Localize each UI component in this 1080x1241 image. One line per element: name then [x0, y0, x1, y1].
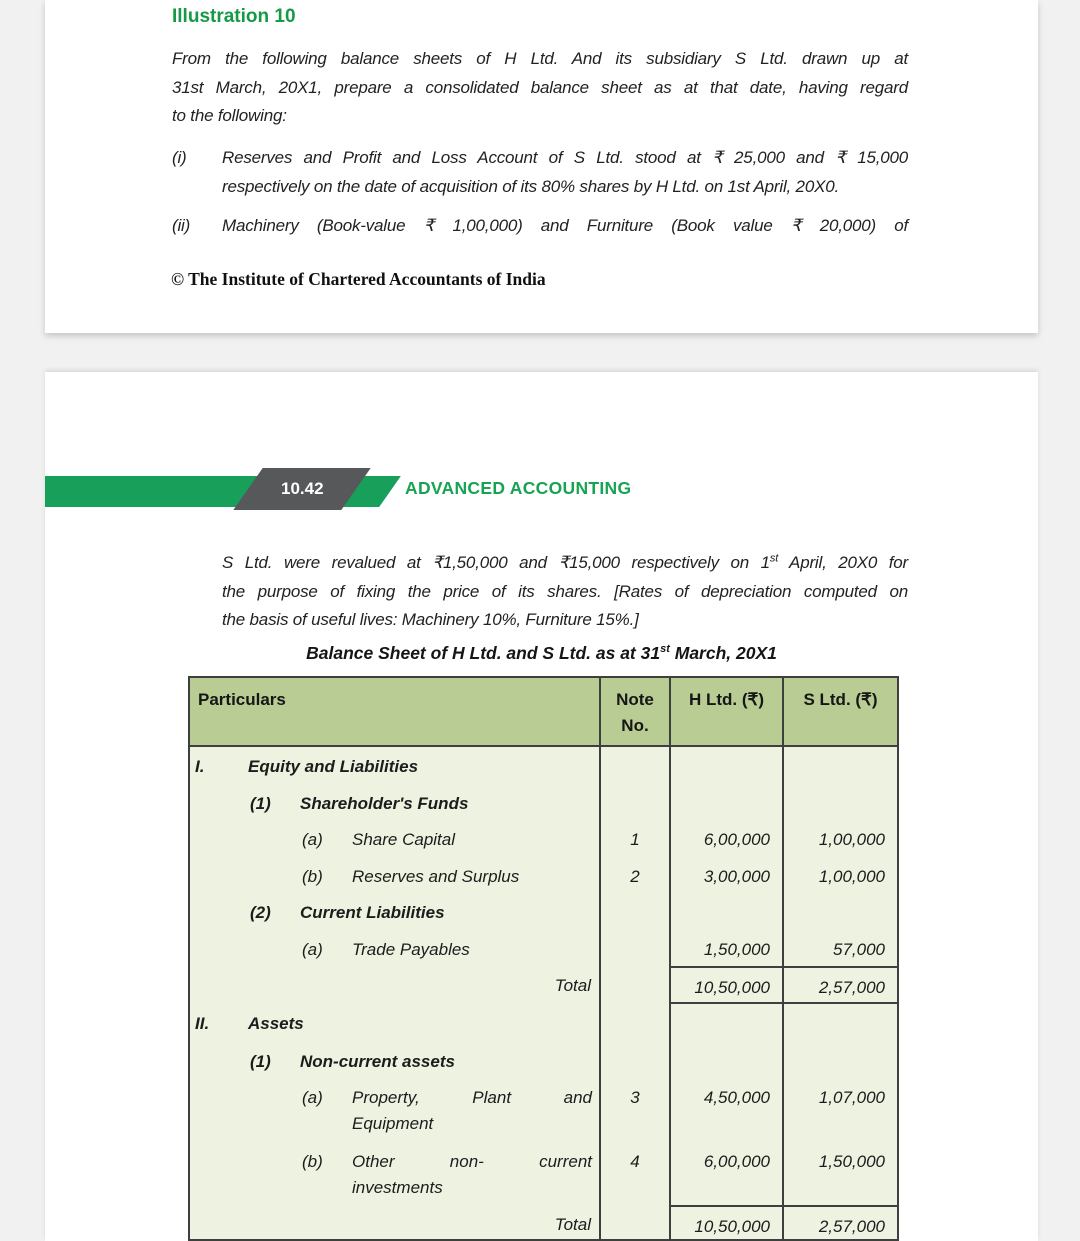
illustration-heading: Illustration 10 — [172, 6, 296, 27]
paragraph-line: 31st March, 20X1, prepare a consolidated balance sheet as at that date, having regard — [172, 77, 908, 97]
amount-cell-s: 1,00,000 — [782, 857, 897, 893]
row-marker: (a) — [302, 1088, 323, 1107]
particulars-cell — [190, 1004, 599, 1042]
note-cell — [599, 930, 669, 966]
amount-cell-s: 1,50,000 — [782, 1142, 897, 1205]
total-amount-cell-h: 10,50,000 — [669, 1205, 782, 1239]
note-cell — [599, 1042, 669, 1078]
row-label: Non-current assets — [300, 1052, 455, 1071]
list-item-i — [172, 144, 908, 196]
chapter-title: ADVANCED ACCOUNTING — [405, 478, 632, 498]
note-cell: 2 — [599, 857, 669, 893]
amount-cell-s: 1,07,000 — [782, 1078, 897, 1142]
continuation-paragraph — [222, 549, 908, 635]
row-label: Reserves and Surplus — [352, 867, 520, 886]
total-amount-cell-s: 2,57,000 — [782, 966, 897, 1004]
list-marker: (i) — [172, 148, 187, 167]
row-label: Share Capital — [352, 830, 456, 849]
amount-cell-h: 6,00,000 — [669, 820, 782, 857]
column-header-s-ltd: S Ltd. (₹) — [782, 678, 897, 747]
row-marker: (a) — [302, 830, 323, 849]
amount-cell-h — [669, 1042, 782, 1078]
amount-cell-h: 6,00,000 — [669, 1142, 782, 1205]
row-label: Current Liabilities — [300, 903, 445, 922]
row-label: Equity and Liabilities — [248, 757, 419, 776]
amount-cell-h — [669, 747, 782, 784]
particulars-cell — [190, 1078, 599, 1142]
particulars-cell — [190, 893, 599, 930]
row-marker: (b) — [302, 1152, 323, 1171]
particulars-cell — [190, 1042, 599, 1078]
row-marker: (1) — [250, 1052, 271, 1071]
balance-sheet-table — [188, 676, 899, 1241]
note-cell — [599, 784, 669, 820]
document-page-2 — [45, 372, 1038, 1241]
total-label-cell: Total — [554, 1215, 591, 1234]
list-marker: (ii) — [172, 216, 191, 235]
row-label: Other non- current investments — [352, 1152, 592, 1197]
amount-cell-h — [669, 784, 782, 820]
total-label-cell: Total — [554, 976, 591, 995]
row-marker: (b) — [302, 867, 323, 886]
total-amount-cell-s: 2,57,000 — [782, 1205, 897, 1239]
paragraph-line: Machinery (Book-value ₹ 1,00,000) and Furniture (Book value ₹ 20,000) of — [222, 216, 908, 235]
amount-cell-s: 1,00,000 — [782, 820, 897, 857]
amount-cell-h — [669, 1004, 782, 1042]
particulars-cell — [190, 857, 599, 893]
list-item-ii — [172, 212, 908, 241]
row-marker: (a) — [302, 940, 323, 959]
document-page-1 — [45, 0, 1038, 333]
column-header-h-ltd: H Ltd. (₹) — [669, 678, 782, 747]
note-cell — [599, 893, 669, 930]
paragraph-line: respectively on the date of acquisition of its 80% shares by H Ltd. on 1st April, 20X0. — [222, 176, 839, 196]
amount-cell-s — [782, 1042, 897, 1078]
paragraph-line: From the following balance sheets of H Ltd. And its subsidiary S Ltd. drawn up at — [172, 49, 908, 68]
paragraph-line: Reserves and Profit and Loss Account of S Ltd. stood at ₹ 25,000 and ₹ 15,000 — [222, 148, 908, 167]
row-label: Assets — [248, 1014, 304, 1033]
row-marker: II. — [195, 1014, 210, 1033]
superscript: st — [660, 643, 670, 656]
note-cell — [599, 1205, 669, 1239]
table-title: Balance Sheet of H Ltd. and S Ltd. as at 31st March, 20X1 — [306, 643, 777, 663]
row-label: Trade Payables — [352, 940, 470, 959]
intro-paragraph — [172, 45, 908, 131]
paragraph-line: to the following: — [172, 106, 287, 125]
particulars-cell — [190, 747, 599, 784]
superscript: st — [769, 552, 779, 565]
amount-cell-s — [782, 1004, 897, 1042]
amount-cell-h: 1,50,000 — [669, 930, 782, 966]
paragraph-line: S Ltd. were revalued at ₹1,50,000 and ₹15,000 respectively on 1st April, 20X0 for — [222, 552, 908, 572]
note-cell: 3 — [599, 1078, 669, 1142]
amount-cell-h: 3,00,000 — [669, 857, 782, 893]
column-header-note: Note No. — [599, 678, 669, 747]
column-header-particulars: Particulars — [190, 678, 599, 747]
amount-cell-h: 4,50,000 — [669, 1078, 782, 1142]
amount-cell-s — [782, 747, 897, 784]
amount-cell-s — [782, 893, 897, 930]
total-amount-cell-h: 10,50,000 — [669, 966, 782, 1004]
particulars-cell — [190, 1142, 599, 1205]
amount-cell-s — [782, 784, 897, 820]
note-cell: 1 — [599, 820, 669, 857]
paragraph-line: the basis of useful lives: Machinery 10%, Furniture 15%.] — [222, 610, 639, 629]
note-cell — [599, 747, 669, 784]
row-marker: I. — [195, 757, 205, 776]
amount-cell-h — [669, 893, 782, 930]
row-marker: (1) — [250, 794, 271, 813]
amount-cell-s: 57,000 — [782, 930, 897, 966]
particulars-cell — [190, 930, 599, 966]
note-cell: 4 — [599, 1142, 669, 1205]
row-label: Property, Plant and Equipment — [352, 1088, 592, 1133]
page-number: 10.42 — [280, 479, 324, 498]
paragraph-line: the purpose of fixing the price of its shares. [Rates of depreciation computed on — [222, 581, 908, 601]
particulars-cell — [190, 784, 599, 820]
note-cell — [599, 1004, 669, 1042]
row-marker: (2) — [250, 903, 271, 922]
particulars-cell — [190, 820, 599, 857]
note-cell — [599, 966, 669, 1004]
row-label: Shareholder's Funds — [300, 794, 469, 813]
copyright-line: © The Institute of Chartered Accountants of India — [171, 269, 546, 289]
